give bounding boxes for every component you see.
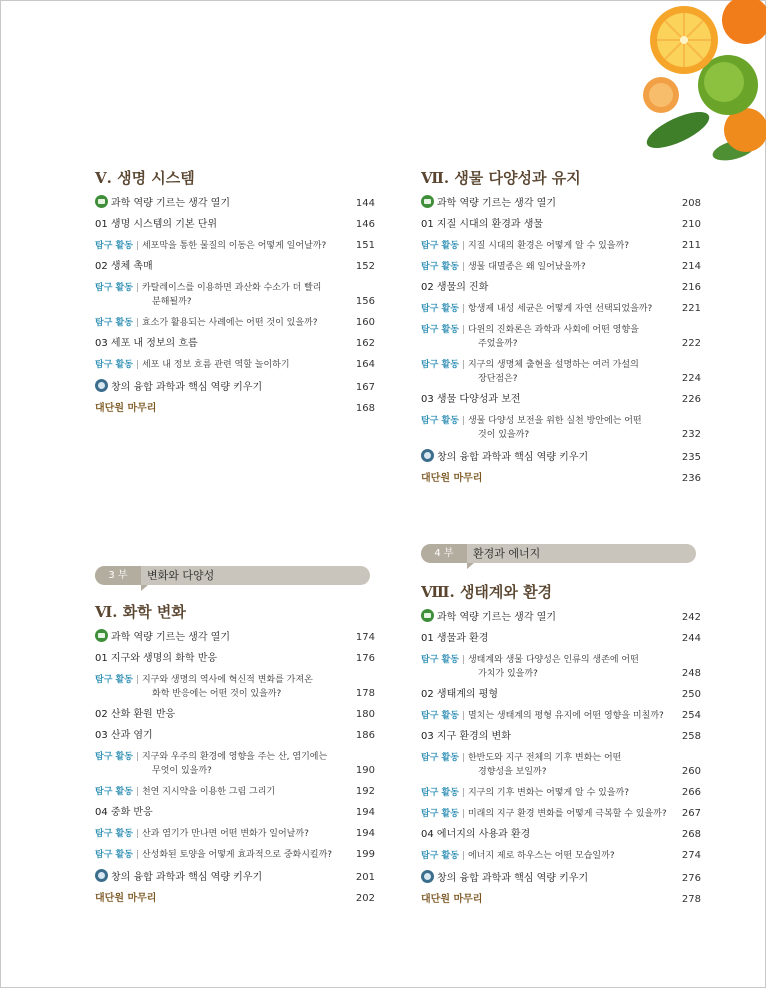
toc-entry-label: 창의 융합 과학과 핵심 역량 키우기 [437,873,589,884]
page-number: 192 [355,786,375,797]
separator-bar: | [461,788,465,798]
toc-entry[interactable] [421,709,701,723]
toc-entry[interactable] [421,751,701,779]
toc-entry[interactable] [421,218,701,232]
activity-title-continued: 장단점은? [478,374,518,384]
page-number: 276 [681,873,701,884]
section-title: 02 생물의 진화 [421,282,489,293]
page-number: 242 [681,612,701,623]
page-number: 210 [681,219,701,230]
activity-entry [95,675,341,701]
toc-entry-text [421,893,675,907]
activity-tag: 탐구 활동 [95,318,133,328]
activity-entry [421,241,629,251]
activity-tag: 탐구 활동 [421,325,459,335]
activity-tag: 탐구 활동 [95,787,133,797]
toc-entry[interactable] [95,316,375,330]
page-number: 156 [355,296,375,307]
separator-bar: | [461,304,465,314]
part-number: 4 부 [421,544,467,563]
page-number: 146 [355,219,375,230]
section-title: 03 세포 내 정보의 흐름 [95,338,198,349]
toc-entry-label: 과학 역량 기르는 생각 열기 [437,198,556,209]
toc-entry[interactable] [95,729,375,743]
page-number: 244 [681,633,701,644]
creative-fusion-icon [95,869,108,882]
unit-wrapup-label: 대단원 마무리 [421,894,483,905]
part-title: 환경과 에너지 [473,547,541,560]
page-number: 250 [681,689,701,700]
activity-title: 세포막을 통한 물질의 이동은 어떻게 일어날까? [141,241,327,251]
unit-title: Ⅶ. 생물 다양성과 유지 [421,169,581,187]
separator-bar: | [135,283,139,293]
activity-title: 생물 다양성 보전을 위한 실천 방안에는 어떤 [467,416,642,426]
activity-tag: 탐구 활동 [421,262,459,272]
page-number: 186 [355,730,375,741]
toc-entry-text [421,870,675,886]
toc-entry-label: 과학 역량 기르는 생각 열기 [111,632,230,643]
separator-bar: | [135,787,139,797]
toc-entry[interactable] [421,239,701,253]
separator-bar: | [135,829,139,839]
toc-entry[interactable] [95,281,375,309]
activity-entry [421,416,667,442]
page-number: 274 [681,850,701,861]
unit-7-toc [421,168,701,493]
toc-entry-label: 창의 융합 과학과 핵심 역량 키우기 [111,872,263,883]
toc-entry-text [421,260,675,274]
part-3-banner [95,566,370,585]
toc-entry[interactable] [421,609,701,625]
section-title: 04 에너지의 사용과 환경 [421,829,531,840]
toc-entry-text [421,302,675,316]
unit-wrapup-label: 대단원 마무리 [95,403,157,414]
toc-entry[interactable] [421,302,701,316]
toc-entry-text [95,892,349,906]
activity-entry [421,851,615,861]
toc-entry-text [95,379,349,395]
page-number: 211 [681,240,701,251]
activity-tag: 탐구 활동 [421,788,459,798]
toc-entry-text [95,218,349,232]
toc-entry[interactable] [95,379,375,395]
toc-entry-label: 과학 역량 기르는 생각 열기 [437,612,556,623]
separator-bar: | [461,711,465,721]
toc-entry[interactable] [95,827,375,841]
activity-entry [95,752,341,778]
page-number: 266 [681,787,701,798]
toc-entry[interactable] [421,632,701,646]
creative-fusion-icon [421,870,434,883]
activity-tag: 탐구 활동 [95,850,133,860]
unit-wrapup-label: 대단원 마무리 [95,893,157,904]
activity-title: 지구와 생명의 역사에 혁신적 변화를 가져온 [141,675,313,685]
unit-8-toc [421,582,701,914]
page-number: 194 [355,828,375,839]
section-title: 01 생물과 환경 [421,633,489,644]
activity-entry [95,787,275,797]
activity-title-continued: 가치가 있을까? [478,669,538,679]
toc-entry-text [95,402,349,416]
activity-title: 효소가 활용되는 사례에는 어떤 것이 있을까? [141,318,318,328]
thinking-opener-icon [421,609,434,622]
toc-entry-text [421,323,675,351]
toc-entry-text [95,260,349,274]
toc-entry-text [421,730,675,744]
toc-entry-label: 창의 융합 과학과 핵심 역량 키우기 [437,452,589,463]
activity-title: 천연 지시약을 이용한 그림 그리기 [141,787,276,797]
activity-entry [95,241,326,251]
section-title: 02 산화 환원 반응 [95,709,176,720]
toc-entry-text [421,472,675,486]
toc-entry-text [421,632,675,646]
toc-entry[interactable] [95,629,375,645]
activity-tag: 탐구 활동 [95,675,133,685]
toc-entry[interactable] [95,195,375,211]
section-title: 01 지질 시대의 환경과 생물 [421,219,544,230]
toc-entry-text [95,281,349,309]
unit-title: Ⅴ. 생명 시스템 [95,169,195,187]
separator-bar: | [461,241,465,251]
page-number: 208 [681,198,701,209]
toc-entry[interactable] [421,472,701,486]
page-number: 260 [681,766,701,777]
toc-entry-text [95,337,349,351]
separator-bar: | [135,360,139,370]
toc-entry[interactable] [421,807,701,821]
page-number: 226 [681,394,701,405]
separator-bar: | [461,416,465,426]
unit-title: Ⅷ. 생태계와 환경 [421,583,553,601]
citrus-fruit-image [616,0,766,170]
toc-entry-text [95,806,349,820]
toc-entry[interactable] [421,893,701,907]
page-number: 168 [355,403,375,414]
activity-title: 지질 시대의 환경은 어떻게 알 수 있을까? [467,241,630,251]
activity-title: 지구의 기후 변화는 어떻게 알 수 있을까? [467,788,630,798]
activity-tag: 탐구 활동 [95,752,133,762]
section-title: 01 생명 시스템의 기본 단위 [95,219,218,230]
separator-bar: | [135,241,139,251]
page-number: 232 [681,429,701,440]
toc-entry[interactable] [95,750,375,778]
activity-title: 항생제 내성 세균은 어떻게 자연 선택되었을까? [467,304,653,314]
toc-entry-text [421,393,675,407]
section-title: 03 생물 다양성과 보전 [421,394,521,405]
separator-bar: | [461,360,465,370]
section-title: 03 산과 염기 [95,730,153,741]
activity-title-continued: 것이 있을까? [478,430,530,440]
creative-fusion-icon [421,449,434,462]
activity-entry [95,318,318,328]
toc-entry-text [95,673,349,701]
activity-entry [95,360,290,370]
page-number: 180 [355,709,375,720]
toc-entry-text [421,828,675,842]
page-number: 236 [681,473,701,484]
toc-entry-text [95,729,349,743]
toc-entry[interactable] [421,393,701,407]
separator-bar: | [135,675,139,685]
part-4-banner [421,544,696,563]
activity-entry [421,753,667,779]
activity-tag: 탐구 활동 [421,753,459,763]
toc-entry[interactable] [421,688,701,702]
activity-title: 미래의 지구 환경 변화를 어떻게 극복할 수 있을까? [467,809,667,819]
section-title: 01 지구와 생명의 화학 반응 [95,653,218,664]
page-number: 164 [355,359,375,370]
toc-entry-text [421,239,675,253]
separator-bar: | [461,262,465,272]
toc-entry[interactable] [421,323,701,351]
activity-title: 산과 염기가 만나면 어떤 변화가 일어날까? [141,829,309,839]
toc-entry[interactable] [95,848,375,862]
toc-entry-text [421,281,675,295]
activity-title: 세포 내 정보 흐름 관련 역할 놀이하기 [141,360,290,370]
activity-tag: 탐구 활동 [95,241,133,251]
toc-entry-text [95,239,349,253]
toc-entry[interactable] [95,337,375,351]
toc-entry-label: 창의 융합 과학과 핵심 역량 키우기 [111,382,263,393]
toc-entry-text [421,195,675,211]
toc-entry[interactable] [95,402,375,416]
activity-title: 산성화된 토양을 어떻게 효과적으로 중화시킬까? [141,850,333,860]
toc-entry[interactable] [95,869,375,885]
activity-tag: 탐구 활동 [421,241,459,251]
toc-entry-text [95,652,349,666]
separator-bar: | [461,851,465,861]
part-number: 3 부 [95,566,141,585]
page-number: 267 [681,808,701,819]
toc-entry-text [95,358,349,372]
page-number: 178 [355,688,375,699]
toc-entry-text [421,786,675,800]
page-number: 194 [355,807,375,818]
activity-tag: 탐구 활동 [95,283,133,293]
toc-entry-text [421,653,675,681]
activity-entry [95,850,332,860]
activity-tag: 탐구 활동 [421,711,459,721]
activity-tag: 탐구 활동 [421,416,459,426]
separator-bar: | [135,318,139,328]
thinking-opener-icon [95,195,108,208]
page-number: 222 [681,338,701,349]
toc-entry-text [95,785,349,799]
activity-tag: 탐구 활동 [421,304,459,314]
page-number: 258 [681,731,701,742]
page-number: 167 [355,382,375,393]
section-title: 03 지구 환경의 변화 [421,731,511,742]
activity-title: 한반도와 지구 전체의 기후 변화는 어떤 [467,753,622,763]
toc-entry[interactable] [95,806,375,820]
activity-title: 생물 대멸종은 왜 일어났을까? [467,262,586,272]
page-number: 254 [681,710,701,721]
unit-wrapup-label: 대단원 마무리 [421,473,483,484]
page-number: 190 [355,765,375,776]
toc-entry[interactable] [421,730,701,744]
toc-entry[interactable] [95,260,375,274]
toc-entry-text [421,807,675,821]
page-number: 151 [355,240,375,251]
toc-entry-text [95,827,349,841]
toc-entry-text [421,609,675,625]
section-title: 04 중화 반응 [95,807,153,818]
part-title: 변화와 다양성 [147,569,215,582]
page-number: 144 [355,198,375,209]
page-number: 160 [355,317,375,328]
thinking-opener-icon [421,195,434,208]
activity-title: 지구의 생명체 출현을 설명하는 여러 가설의 [467,360,639,370]
toc-entry[interactable] [421,358,701,386]
activity-title-continued: 무엇이 있을까? [152,766,212,776]
activity-entry [421,304,652,314]
creative-fusion-icon [95,379,108,392]
activity-entry [421,788,629,798]
toc-entry-text [95,708,349,722]
toc-entry[interactable] [421,786,701,800]
activity-title: 지구와 우주의 환경에 영향을 주는 산, 염기에는 [141,752,328,762]
toc-entry[interactable] [95,785,375,799]
page-number: 214 [681,261,701,272]
page-number: 278 [681,894,701,905]
toc-entry[interactable] [95,708,375,722]
toc-entry[interactable] [95,673,375,701]
page-number: 174 [355,632,375,643]
toc-entry[interactable] [95,358,375,372]
toc-entry-text [421,414,675,442]
separator-bar: | [135,850,139,860]
page-number: 248 [681,668,701,679]
page-number: 162 [355,338,375,349]
toc-entry[interactable] [421,449,701,465]
activity-tag: 탐구 활동 [421,809,459,819]
toc-entry-text [95,195,349,211]
toc-entry-label: 과학 역량 기르는 생각 열기 [111,198,230,209]
toc-entry-text [421,218,675,232]
separator-bar: | [461,809,465,819]
thinking-opener-icon [95,629,108,642]
separator-bar: | [461,655,465,665]
activity-title: 에너지 제로 하우스는 어떤 모습일까? [467,851,615,861]
activity-tag: 탐구 활동 [95,829,133,839]
toc-entry-text [95,629,349,645]
toc-entry[interactable] [421,870,701,886]
toc-entry[interactable] [421,195,701,211]
activity-title: 카탈레이스를 이용하면 과산화 수소가 더 빨리 [141,283,322,293]
toc-entry[interactable] [95,239,375,253]
activity-entry [95,829,309,839]
activity-title: 멸치는 생태계의 평형 유지에 어떤 영향을 미칠까? [467,711,664,721]
activity-tag: 탐구 활동 [421,851,459,861]
page-number: 221 [681,303,701,314]
activity-tag: 탐구 활동 [95,360,133,370]
section-title: 02 생체 촉매 [95,261,153,272]
page-number: 201 [355,872,375,883]
activity-title-continued: 경향성을 보일까? [478,767,547,777]
toc-entry-text [95,848,349,862]
unit-6-toc [95,602,375,913]
toc-entry-text [421,358,675,386]
activity-entry [421,711,664,721]
toc-entry-text [421,709,675,723]
activity-title: 생태계와 생물 다양성은 인류의 생존에 어떤 [467,655,639,665]
page-number: 235 [681,452,701,463]
toc-entry-text [421,849,675,863]
toc-entry-text [421,449,675,465]
page-number: 224 [681,373,701,384]
toc-entry-text [421,688,675,702]
page-number: 199 [355,849,375,860]
separator-bar: | [135,752,139,762]
toc-entry-text [95,869,349,885]
section-title: 02 생태계의 평형 [421,689,499,700]
toc-entry[interactable] [421,414,701,442]
page-number: 176 [355,653,375,664]
separator-bar: | [461,753,465,763]
toc-entry[interactable] [421,281,701,295]
activity-tag: 탐구 활동 [421,360,459,370]
activity-entry [421,360,667,386]
toc-entry[interactable] [421,653,701,681]
activity-title-continued: 분해될까? [152,297,192,307]
unit-title: Ⅵ. 화학 변화 [95,603,186,621]
toc-entry-text [95,316,349,330]
unit-5-toc [95,168,375,423]
toc-entry[interactable] [421,849,701,863]
activity-entry [421,809,667,819]
toc-entry[interactable] [95,892,375,906]
page-number: 268 [681,829,701,840]
toc-entry[interactable] [421,260,701,274]
activity-entry [421,262,586,272]
toc-entry[interactable] [95,218,375,232]
toc-entry-text [421,751,675,779]
toc-entry[interactable] [421,828,701,842]
activity-tag: 탐구 활동 [421,655,459,665]
page-number: 216 [681,282,701,293]
activity-title-continued: 주었을까? [478,339,518,349]
page-number: 152 [355,261,375,272]
activity-entry [421,655,667,681]
page-number: 202 [355,893,375,904]
separator-bar: | [461,325,465,335]
activity-title-continued: 화학 반응에는 어떤 것이 있을까? [152,689,282,699]
toc-entry-text [95,750,349,778]
activity-entry [421,325,667,351]
toc-entry[interactable] [95,652,375,666]
activity-entry [95,283,341,309]
activity-title: 다윈의 진화론은 과학과 사회에 어떤 영향을 [467,325,639,335]
